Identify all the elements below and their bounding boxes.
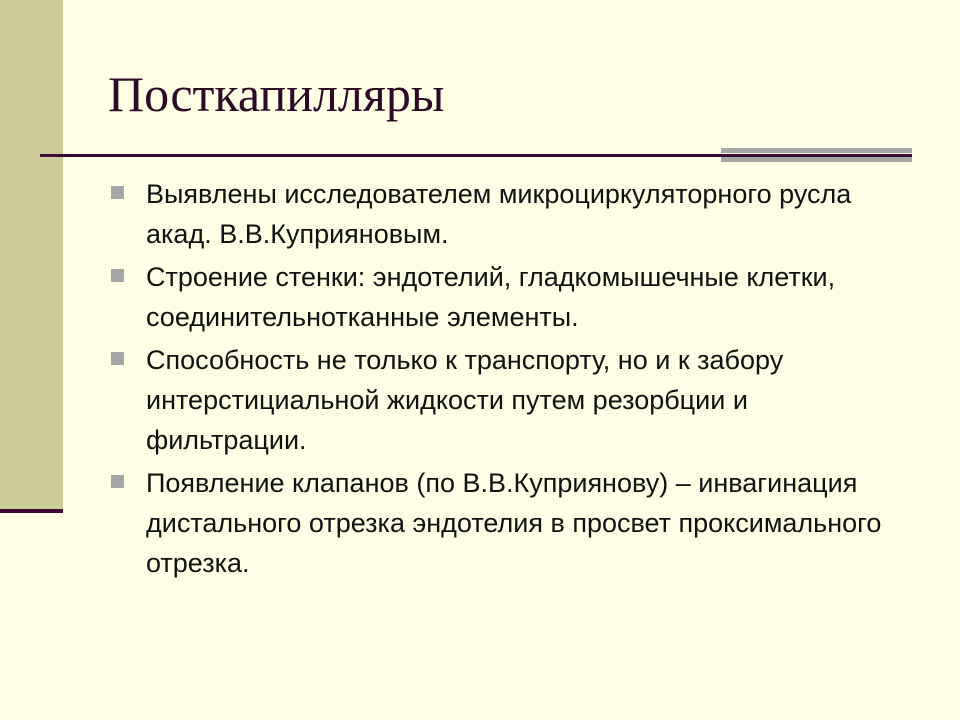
bullet-item	[108, 174, 908, 254]
bullet-item	[108, 340, 908, 460]
bullet-list	[108, 174, 908, 586]
square-bullet-icon	[111, 269, 124, 282]
left-band-underline	[0, 509, 63, 513]
square-bullet-icon	[111, 475, 124, 488]
bullet-text: Способность не только к транспорту, но и к забору интерстициальной жидкости путем резорбции и фильтрации.	[146, 345, 784, 455]
square-bullet-icon	[111, 352, 124, 365]
bullet-item	[108, 257, 908, 337]
title-divider-accent-top	[721, 148, 912, 153]
slide-title: Посткапилляры	[108, 66, 445, 122]
bullet-text: Выявлены исследователем микроциркуляторного русла акад. В.В.Куприяновым.	[146, 179, 852, 249]
bullet-item	[108, 463, 908, 583]
bullet-text: Появление клапанов (по В.В.Куприянову) – инвагинация дистального отрезка эндотелия в просвет проксимального отрезка.	[146, 468, 882, 578]
bullet-text: Строение стенки: эндотелий, гладкомышечные клетки, соединительнотканные элементы.	[146, 262, 836, 332]
title-divider-accent-bottom	[721, 157, 912, 162]
square-bullet-icon	[111, 186, 124, 199]
left-decorative-band	[0, 0, 63, 511]
